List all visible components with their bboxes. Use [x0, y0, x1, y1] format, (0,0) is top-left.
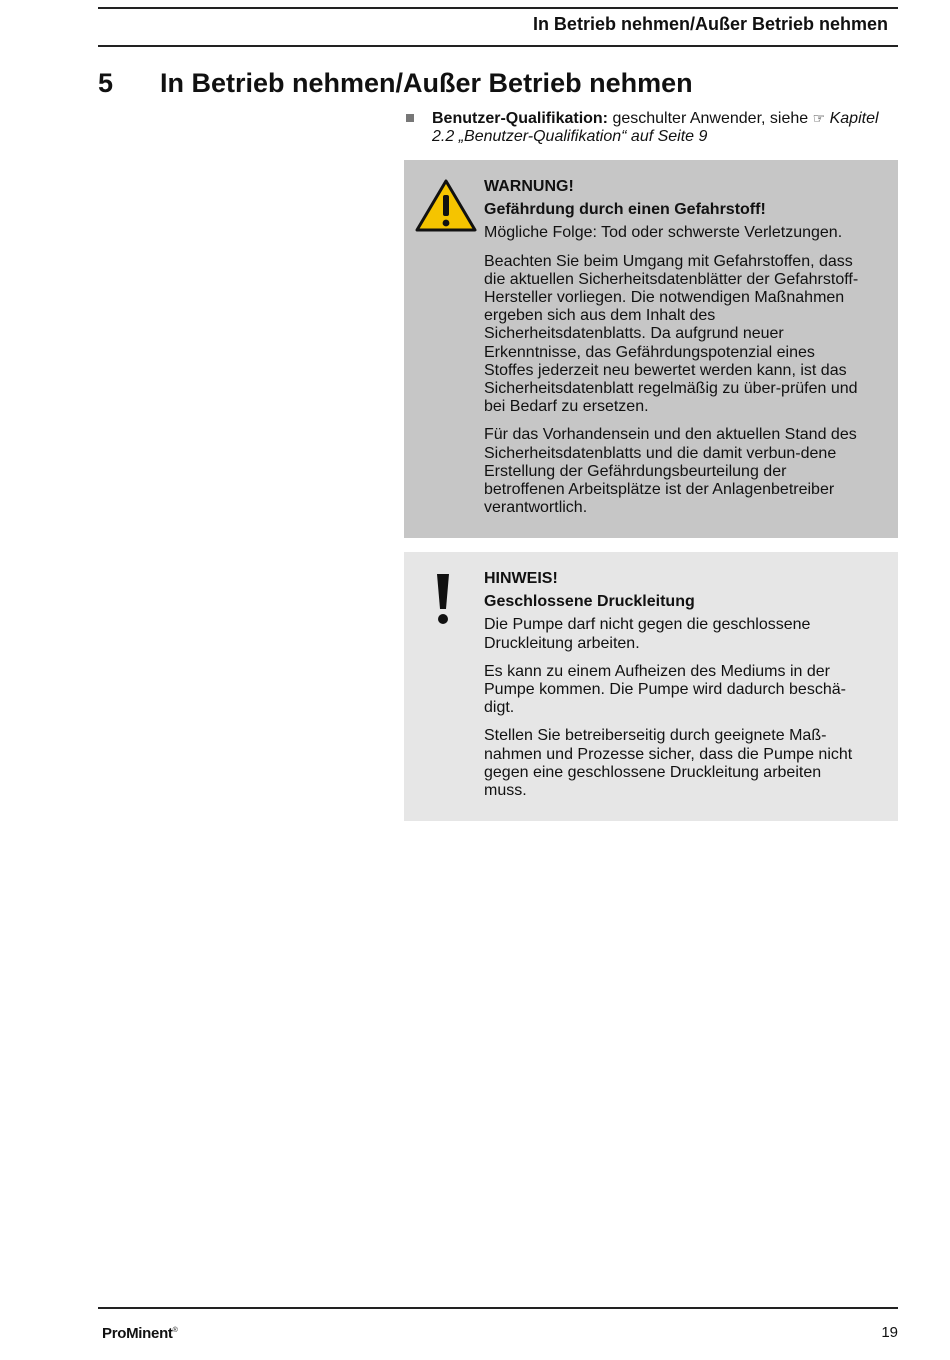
notice-paragraph-1: Die Pumpe darf nicht gegen die geschlossene Druckleitung arbeiten. — [484, 616, 811, 652]
logo-text: ProMinent — [102, 1325, 173, 1342]
notice-signal-word: HINWEIS! — [484, 570, 558, 587]
chapter-heading — [98, 68, 693, 99]
qualification-text: geschulter Anwender, siehe — [608, 110, 813, 127]
chapter-number: 5 — [98, 68, 114, 98]
registered-mark: ® — [172, 1327, 178, 1334]
running-header: In Betrieb nehmen/Außer Betrieb nehmen — [532, 14, 888, 34]
footer-rule — [98, 1307, 898, 1309]
warning-paragraph-2: Für das Vorhandensein und den aktuellen Stand des Sicherheitsdatenblatts und die damit verbun-dene Erstellung der Gefährdungsbeurteilung der betroffenen Arbeitsplätze ist der Anlagenbetreiber verantwortlich. — [484, 426, 857, 517]
qualification-label: Benutzer-Qualifikation: — [432, 110, 609, 127]
notice-paragraph-2: Es kann zu einem Aufheizen des Mediums in der Pumpe kommen. Die Pumpe wird dadurch beschä-digt. — [484, 662, 846, 717]
warning-signal-word: WARNUNG! — [484, 178, 574, 195]
page-number: 19 — [881, 1324, 898, 1341]
hand-pointer-icon: ☞ — [812, 110, 826, 126]
notice-heading: Geschlossene Druckleitung — [484, 593, 695, 611]
chapter-reference-link[interactable]: Kapitel 2.2 „Benutzer-Qualifikation“ auf Seite 9 — [432, 110, 879, 145]
chapter-title: In Betrieb nehmen/Außer Betrieb nehmen — [160, 68, 693, 98]
warning-triangle-icon — [414, 178, 478, 239]
exclamation-icon — [434, 572, 452, 633]
warning-paragraph-1: Beachten Sie beim Umgang mit Gefahrstoffen, dass die aktuellen Sicherheitsdatenblätter der Gefahrstoff-Hersteller vorliegen. Die notwendigen Maßnahmen ergeben sich aus dem Inhalt des Sicherheitsdatenblatts. Da aufgrund neuer Erkenntnisse, das Gefährdungspotenzial eines Stoffes jederzeit neu bewertet werden kann, ist das Sicherheitsdatenblatt regelmäßig zu über-prüfen und bei Bedarf zu ersetzen. — [484, 252, 859, 416]
warning-consequence: Mögliche Folge: Tod oder schwerste Verletzungen. — [484, 224, 843, 242]
prominent-logo — [102, 1325, 178, 1342]
qualification-item — [404, 109, 898, 146]
notice-box — [404, 552, 898, 821]
header-bottom-rule — [98, 45, 898, 47]
header-top-rule — [98, 7, 898, 9]
square-bullet-icon — [406, 114, 414, 122]
warning-box — [404, 160, 898, 538]
notice-paragraph-3: Stellen Sie betreiberseitig durch geeignete Maß-nahmen und Prozesse sicher, dass die Pumpe nicht gegen eine geschlossene Druckleitung arbeiten muss. — [484, 727, 853, 800]
warning-heading: Gefährdung durch einen Gefahrstoff! — [484, 201, 766, 219]
